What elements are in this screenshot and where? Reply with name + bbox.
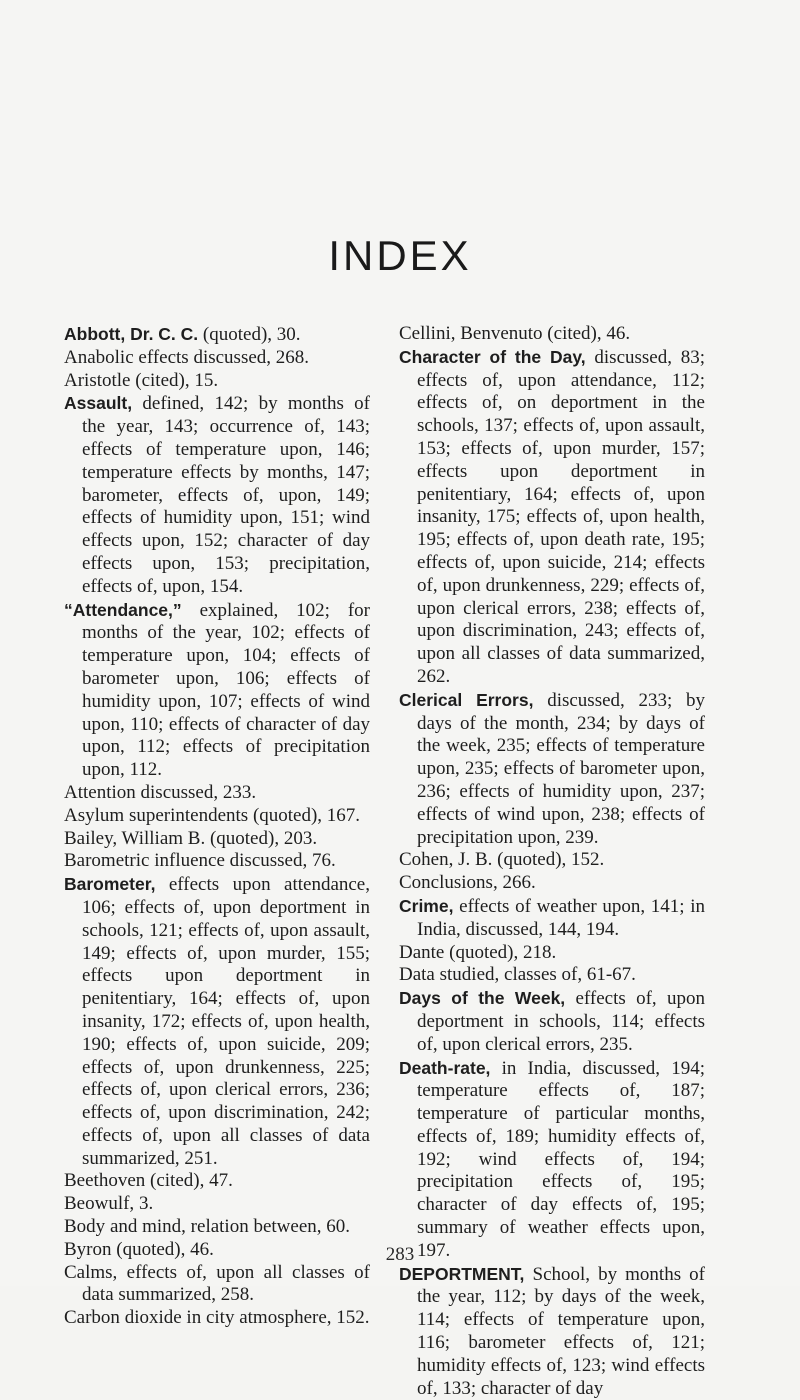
index-entry-references: William B. (quoted), 203. [117, 827, 318, 849]
index-entry [64, 392, 370, 598]
index-entry-references: and mind, relation between, 60. [105, 1216, 351, 1238]
index-entry-references: Benvenuto (cited), 46. [455, 323, 631, 344]
index-entry-heading: Byron [64, 1238, 112, 1260]
index-entry [399, 942, 705, 965]
index-column-right [399, 323, 705, 1400]
index-entry-references: 3. [134, 1193, 154, 1215]
index-entry-references: effects of, upon deportment in schools, 114; effects of, upon clerical errors, 235. [417, 988, 705, 1055]
index-entry-heading: Abbott, Dr. C. C. [64, 324, 199, 344]
index-entry-references: (cited), 47. [145, 1170, 233, 1192]
index-entry-heading: Death-rate, [399, 1057, 491, 1078]
index-entry-heading: DEPORTMENT, [399, 1263, 525, 1284]
index-entry-heading: Anabolic [64, 346, 134, 368]
page-number: 283 [385, 1244, 415, 1265]
index-entry-heading: Barometer, [64, 874, 156, 895]
index-entry-references: defined, 142; by months of the year, 143; occurrence of, 143; effects of temperature upon, 146; temperature effects by months, 147; barometer, effects of, upon, 149; effects of humidity upon, 151; wind effects upon, 152; character of day effects upon, 153; precipitation, effects of, upon, 154. [82, 393, 370, 597]
index-entry-heading: Calms, [64, 1261, 118, 1283]
index-entry [64, 873, 370, 1170]
index-entry-heading: Dante [399, 941, 445, 963]
index-entry-heading: Assault, [64, 393, 133, 414]
index-entry-heading: Beethoven [64, 1170, 146, 1192]
index-entry-references: influence discussed, 76. [149, 850, 336, 872]
index-entry-heading: Data [399, 964, 435, 986]
index-entry-heading: Cohen, [399, 849, 454, 871]
index-entry-references: effects discussed, 268. [133, 346, 310, 368]
index-entry-references: (quoted), 46. [111, 1238, 214, 1260]
index-entry-heading: Clerical Errors, [399, 689, 534, 710]
index-entry [64, 599, 370, 782]
index-entry-heading: “Attendance,” [64, 599, 182, 620]
index-entry-references: discussed, 233. [135, 781, 257, 803]
index-entry-heading: Aristotle [64, 369, 131, 391]
index-entry-heading: Asylum [64, 804, 125, 826]
index-entry [64, 1262, 370, 1308]
index-entry [399, 1057, 705, 1263]
index-entry [399, 346, 705, 689]
index-entry [64, 347, 370, 370]
index-entry [64, 1216, 370, 1239]
index-entry-heading: Cellini, [399, 323, 456, 344]
index-entry [399, 849, 705, 872]
index-entry-references: J. B. (quoted), 152. [453, 849, 605, 871]
index-entry-heading: Days of the Week, [399, 988, 566, 1009]
index-entry [64, 1193, 370, 1216]
index-entry [64, 805, 370, 828]
index-entry-heading: Barometric [64, 850, 150, 872]
index-entry-references: explained, 102; for months of the year, 102; effects of temperature upon, 104; effects of barometer upon, 106; effects of humidity upon, 107; effects of wind upon, 110; effects of character of day upon, 112; effects of precipitation upon, 112. [82, 599, 370, 781]
index-entry [399, 689, 705, 850]
index-entry-references: superintendents (quoted), 167. [124, 804, 361, 826]
index-entry-references: effects of, upon all classes of data summarized, 258. [82, 1261, 370, 1306]
index-entry [64, 1170, 370, 1193]
index-entry [399, 987, 705, 1056]
index-entry-references: discussed, 83; effects of, upon attendance, 112; effects of, on deportment in the schools, 137; effects of, upon assault, 153; effects of, upon murder, 157; effects upon deportment in penitentiary, 164; effects of, upon insanity, 175; effects of, upon health, 195; effects of, upon death rate, 195; effects of, upon suicide, 214; effects of, upon drunkenness, 229; effects of, upon clerical errors, 238; effects of, upon discrimination, 243; effects of, upon all classes of data summarized, 262. [417, 346, 705, 687]
index-entry [399, 1263, 705, 1400]
index-entry-references: discussed, 233; by days of the month, 234; by days of the week, 235; effects of temperature upon, 235; effects of barometer upon, 236; effects of humidity upon, 237; effects of wind upon, 238; effects of precipitation upon, 239. [417, 689, 706, 848]
index-entry-heading: Conclusions, [399, 872, 498, 894]
index-entry-references: effects upon attendance, 106; effects of, upon deportment in schools, 121; effects of, upon assault, 149; effects of, upon murder, 155; effects upon deportment in penitentiary, 164; effects of, upon insanity, 172; effects of, upon health, 190; effects of, upon suicide, 209; effects of, upon drunkenness, 225; effects of, upon clerical errors, 236; effects of, upon discrimination, 242; effects of, upon all classes of data summarized, 251. [82, 874, 370, 1169]
index-entry [399, 895, 705, 942]
index-entry-references: in India, discussed, 194; temperature effects of, 187; temperature of particular months, effects of, 189; humidity effects of, 192; wind effects of, 194; precipitation effects of, 195; character of day effects of, 195; summary of weather effects upon, 197. [417, 1057, 705, 1261]
index-entry-heading: Crime, [399, 895, 454, 916]
index-entry [64, 850, 370, 873]
page-title: INDEX [328, 232, 472, 279]
index-entry [399, 872, 705, 895]
index-entry-heading: Bailey, [64, 827, 118, 849]
index-entry [64, 1307, 370, 1330]
index-entry-references: School, by months of the year, 112; by days of the week, 114; effects of temperature upon, 116; barometer effects of, 121; humidity effects of, 123; wind effects of, 133; character of day [417, 1263, 705, 1399]
index-entry-heading: Character of the Day, [399, 346, 586, 367]
index-entry [64, 370, 370, 393]
index-entry-references: (quoted), 30. [198, 324, 301, 345]
index-entry-heading: Carbon [64, 1307, 120, 1329]
index-entry [64, 323, 370, 347]
index-entry-heading: Body [64, 1216, 106, 1238]
index-entry [399, 323, 705, 346]
index-entry-heading: Beowulf, [64, 1193, 135, 1215]
index-column-left [64, 323, 370, 1330]
index-entry [64, 828, 370, 851]
index-entry-heading: Attention [64, 781, 136, 803]
index-entry [399, 964, 705, 987]
index-entry-references: (cited), 15. [130, 369, 219, 391]
index-entry-references: effects of weather upon, 141; in India, discussed, 144, 194. [417, 895, 705, 940]
index-entry-references: studied, classes of, 61-67. [434, 964, 636, 986]
index-entry-references: dioxide in city atmosphere, 152. [119, 1307, 370, 1329]
index-entry-references: 266. [497, 872, 536, 894]
index-entry [64, 782, 370, 805]
index-entry-references: (quoted), 218. [444, 941, 557, 963]
